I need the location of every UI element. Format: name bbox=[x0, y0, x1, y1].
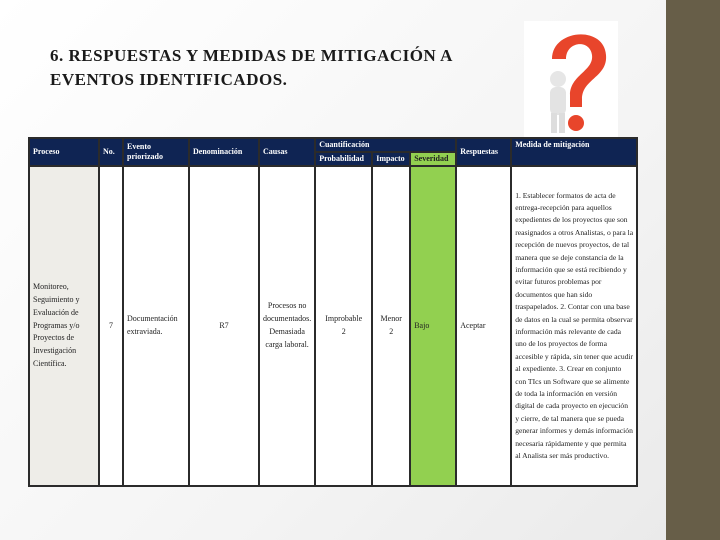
cell-probabilidad bbox=[315, 166, 372, 486]
impacto-value: 2 bbox=[389, 327, 394, 336]
probabilidad-value: 2 bbox=[341, 327, 346, 336]
cell-evento: Documentación extraviada. bbox=[123, 166, 189, 486]
cell-severidad: Bajo bbox=[410, 166, 456, 486]
page-title: 6. RESPUESTAS Y MEDIDAS DE MITIGACIÓN A EVENTOS IDENTIFICADOS. bbox=[50, 46, 452, 89]
table-row bbox=[29, 166, 637, 486]
cell-no: 7 bbox=[99, 166, 123, 486]
probabilidad-label: Improbable bbox=[325, 314, 363, 324]
impacto-label: Menor bbox=[380, 314, 402, 324]
cell-impacto bbox=[372, 166, 410, 486]
cell-proceso: Monitoreo, Seguimiento y Evaluación de Programas y/o Proyectos de Investigación Científica. bbox=[29, 166, 99, 486]
header-denominacion: Denominación bbox=[189, 138, 259, 166]
cell-medida: 1. Establecer formatos de acta de entrega-recepción para aquellos expedientes de los proyectos que son reasignados a otros Analistas, o para la recepción de nuevos proyectos, de tal manera que se deje constancia de la información que se está recibiendo y evitar futuros problemas por documentos que han sido traspapelados. 2. Contar con una base de datos en la cual se permita observar información más relevante de cada uno de los proyectos de forma accesible y rápida, sin tener que acudir al expediente. 3. Crear en conjunto con TIcs un Software que se alimente de toda la información en versión digital de cada proyecto en ejecución y cierre, de tal manera que se pueda generar informes y demás información necesaria rápidamente y que permita al Analista ser más productivo. bbox=[511, 166, 637, 486]
cell-causas: Procesos no documentados. Demasiada carga laboral. bbox=[259, 166, 315, 486]
header-proceso: Proceso bbox=[29, 138, 99, 166]
header-cuantificacion: Cuantificación bbox=[315, 138, 456, 152]
question-mark-figure-image bbox=[524, 21, 618, 137]
decorative-sidebar bbox=[666, 0, 720, 540]
cell-denominacion: R7 bbox=[189, 166, 259, 486]
header-evento: Evento priorizado bbox=[123, 138, 189, 166]
header-impacto: Impacto bbox=[372, 152, 410, 166]
header-respuestas: Respuestas bbox=[456, 138, 511, 166]
cell-respuestas: Aceptar bbox=[456, 166, 511, 486]
header-severidad: Severidad bbox=[410, 152, 456, 166]
header-no: No. bbox=[99, 138, 123, 166]
header-causas: Causas bbox=[259, 138, 315, 166]
risk-mitigation-table bbox=[28, 137, 638, 487]
header-probabilidad: Probabilidad bbox=[315, 152, 372, 166]
header-medida: Medida de mitigación bbox=[511, 138, 637, 166]
